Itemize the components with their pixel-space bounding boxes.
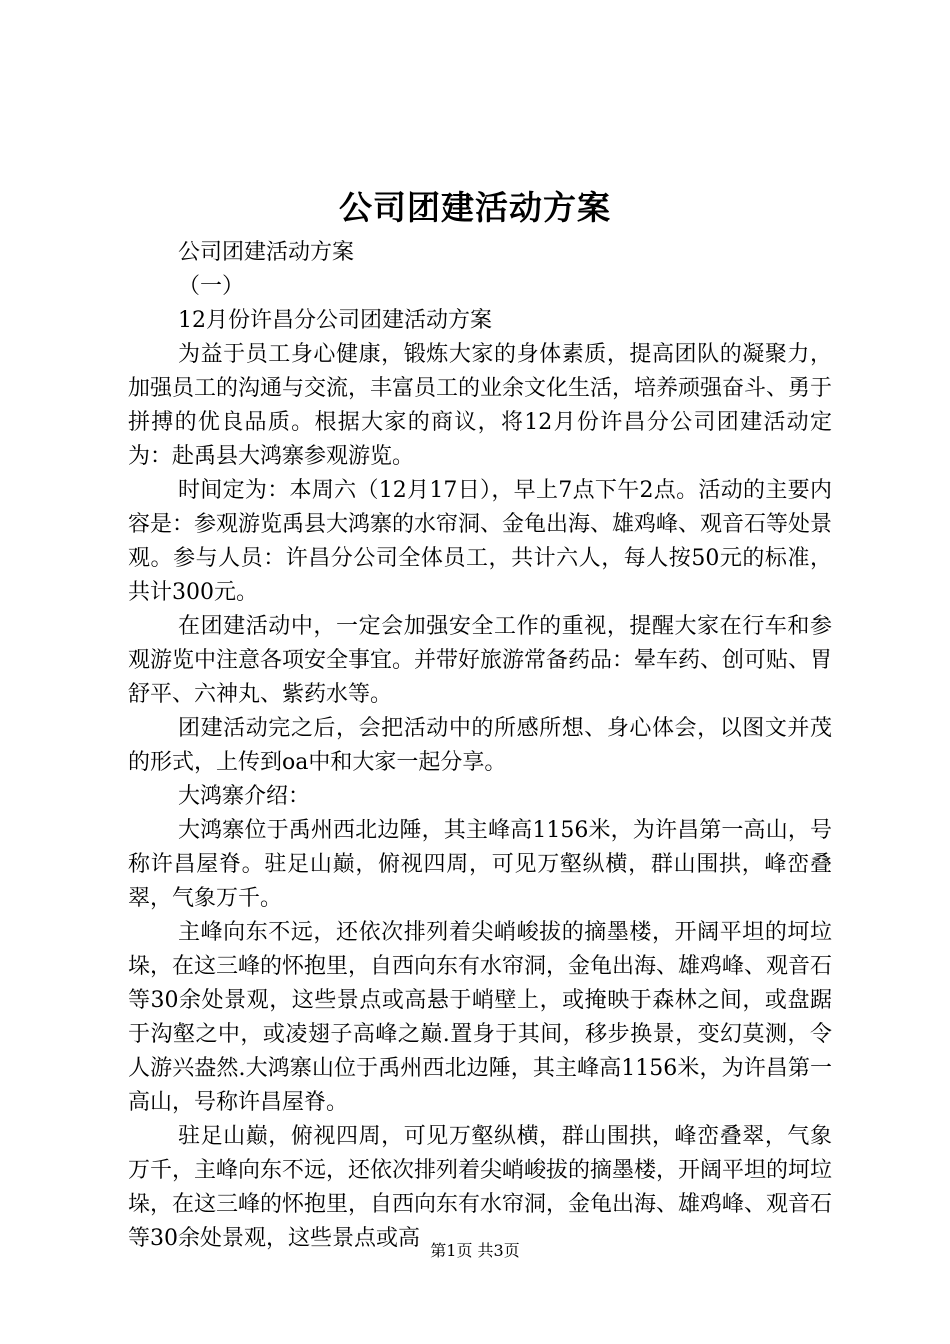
document-body [128, 236, 832, 1256]
paragraph-plan-heading: 12月份许昌分公司团建活动方案 [178, 308, 492, 333]
paragraph-section-number: （一） [178, 274, 245, 299]
page-number-footer: 第1页 共3页 [430, 1241, 520, 1260]
paragraph-subtitle: 公司团建活动方案 [178, 240, 355, 265]
paragraph-purpose: 为益于员工身心健康，锻炼大家的身体素质，提高团队的凝聚力，加强员工的沟通与交流，丰富员工的业余文化生活，培养顽强奋斗、勇于拼搏的优良品质。根据大家的商议，将12月份许昌分公司团建活动定为：赴禹县大鸿寨参观游览。 [128, 342, 833, 469]
paragraph-sharing: 团建活动完之后，会把活动中的所感所想、身心体会，以图文并茂的形式，上传到oa中和大家一起分享。 [128, 716, 832, 775]
paragraph-intro-3: 驻足山巅，俯视四周，可见万壑纵横，群山围拱，峰峦叠翠，气象万千，主峰向东不远，还依次排列着尖峭峻拔的摘墨楼，开阔平坦的坷垃垛，在这三峰的怀抱里，自西向东有水帘洞，金龟出海、雄鸡峰、观音石等30余处景观，这些景点或高 [128, 1124, 833, 1251]
paragraph-intro-heading: 大鸿寨介绍： [178, 784, 311, 809]
paragraph-intro-1: 大鸿寨位于禹州西北边陲，其主峰高1156米，为许昌第一高山，号称许昌屋脊。驻足山巅，俯视四周，可见万壑纵横，群山围拱，峰峦叠翠，气象万千。 [128, 818, 832, 911]
paragraph-safety: 在团建活动中，一定会加强安全工作的重视，提醒大家在行车和参观游览中注意各项安全事宜。并带好旅游常备药品：晕车药、创可贴、胃舒平、六神丸、紫药水等。 [128, 614, 833, 707]
document-title: 公司团建活动方案 [339, 188, 611, 227]
paragraph-schedule: 时间定为：本周六（12月17日），早上7点下午2点。活动的主要内容是：参观游览禹县大鸿寨的水帘洞、金龟出海、雄鸡峰、观音石等处景观。参与人员：许昌分公司全体员工，共计六人，每人按50元的标准，共计300元。 [128, 478, 833, 605]
paragraph-intro-2: 主峰向东不远，还依次排列着尖峭峻拔的摘墨楼，开阔平坦的坷垃垛，在这三峰的怀抱里，自西向东有水帘洞，金龟出海、雄鸡峰、观音石等30余处景观，这些景点或高悬于峭壁上，或掩映于森林之间，或盘踞于沟壑之中，或凌翅子高峰之巅.置身于其间，移步换景，变幻莫测，令人游兴盎然.大鸿寨山位于禹州西北边陲，其主峰高1156米，为许昌第一高山，号称许昌屋脊。 [128, 920, 833, 1115]
